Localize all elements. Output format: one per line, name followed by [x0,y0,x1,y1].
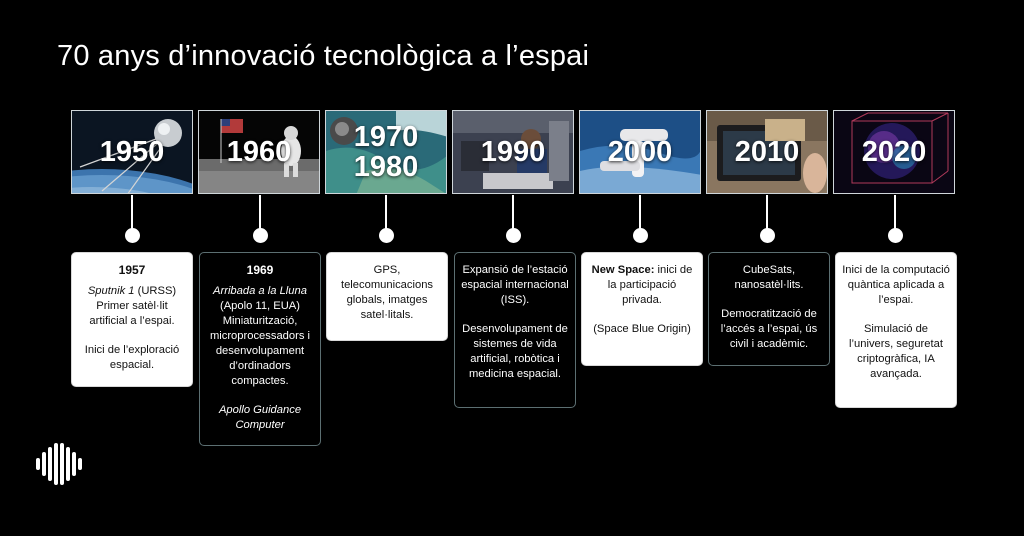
decade-year: 1950 [99,136,165,168]
decade-year: 1970 [353,121,419,153]
timeline-dot [888,228,903,243]
card-text [206,284,314,389]
card-text: Expansió de l’estació espacial internacional (ISS). [461,264,569,306]
decade-year: 2020 [861,136,927,168]
card-year: 1969 [246,263,274,277]
card-emphasis: Apollo Guidance Computer [218,404,302,431]
card-text: CubeSats, nanosatèl·lits. [734,264,804,291]
card-text: (Space Blue Origin) [593,323,691,335]
event-card-1950 [71,252,193,387]
event-card-1990 [454,252,576,408]
card-text [206,403,314,433]
card-year: 1957 [118,263,146,277]
decade-year: 2000 [607,136,673,168]
timeline-dot [633,228,648,243]
timeline-dot [253,228,268,243]
event-card-2020 [835,252,957,408]
decade-year: 1990 [480,136,546,168]
decade-tile-1970-1980 [325,110,447,194]
decade-tile-1950 [71,110,193,194]
decade-tile-1990 [452,110,574,194]
event-card-2010 [708,252,830,366]
decade-tile-2010 [706,110,828,194]
card-text [588,263,696,308]
decade-tile-1960 [198,110,320,194]
event-card-2000 [581,252,703,366]
event-card-1960 [199,252,321,446]
card-text: Inici de la computació quàntica aplicada a l’espai. [842,264,950,306]
decade-year: 1960 [226,136,292,168]
decade-tile-2020 [833,110,955,194]
brand-waveform-logo-icon [36,442,86,486]
card-text: Desenvolupament de sistemes de vida artificial, robòtica i medicina espacial. [462,323,568,380]
card-text-body: (Apolo 11, EUA) Miniaturització, microprocessadors i desenvolupament d’ordinadors compactes. [209,300,311,387]
card-emphasis: Sputnik 1 [87,285,135,297]
card-emphasis: New Space: [591,264,655,276]
card-text: Inici de l’exploració espacial. [84,344,180,371]
timeline-dot [760,228,775,243]
timeline-dot [125,228,140,243]
card-text [78,284,186,329]
timeline-dot [379,228,394,243]
decade-tile-2000 [579,110,701,194]
timeline-dot [506,228,521,243]
event-card-1970-1980 [326,252,448,341]
card-text: Democratització de l’accés a l’espai, ús civil i acadèmic. [720,308,818,350]
card-text: Simulació de l’univers, seguretat criptogràfica, IA avançada. [849,323,943,380]
decade-year: 2010 [734,136,800,168]
card-text: GPS, telecomunicacions globals, imatges satel·litals. [340,264,434,321]
decade-year: 1980 [353,151,419,183]
card-text-body: inici de la participació privada. [607,264,693,306]
card-emphasis: Arribada a la Lluna [213,285,307,297]
page-title: 70 anys d’innovació tecnològica a l’espai [57,40,590,72]
card-text-body: (URSS) Primer satèl·lit artificial a l’espai. [89,285,177,327]
